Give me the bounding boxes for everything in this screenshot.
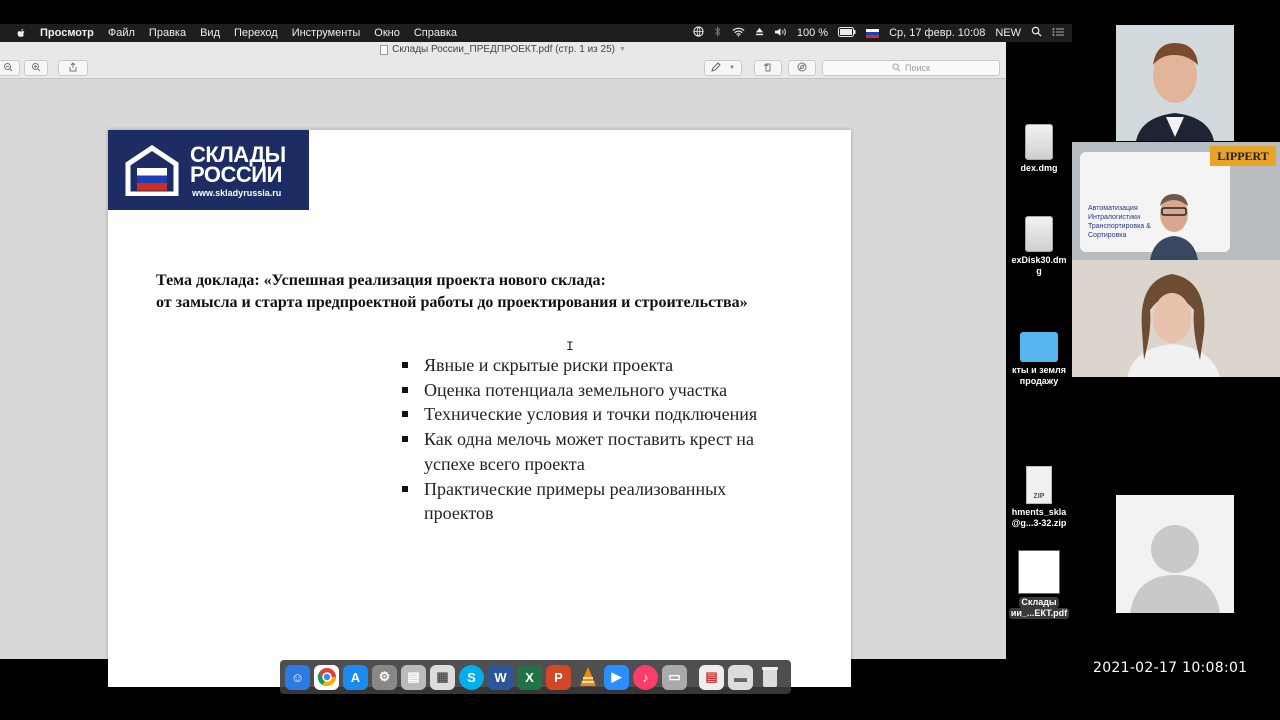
topic-line-2: от замысла и старта предпроектной работы до проектирования и строительства» <box>156 294 748 311</box>
globe-icon[interactable] <box>693 26 704 40</box>
banner-text: Автоматизация Интралогистики Транспортировка & Сортировка <box>1088 205 1151 239</box>
list-item: Технические условия и точки подключения <box>400 402 800 427</box>
search-placeholder: Поиск <box>905 63 930 73</box>
zoom-icon[interactable]: ▶ <box>604 665 629 690</box>
menu-view[interactable]: Вид <box>200 27 220 39</box>
title-bar[interactable] <box>0 42 1006 57</box>
avatar-placeholder-icon <box>1116 495 1234 613</box>
screenshot-icon[interactable]: ▭ <box>662 665 687 690</box>
chevron-down-icon: ▼ <box>729 65 735 71</box>
desktop-icon-label: ии_...ЕКТ.pdf <box>1010 608 1068 618</box>
pen-icon <box>711 59 721 77</box>
desktop-icon-label: g <box>1036 266 1042 276</box>
menu-tools[interactable]: Инструменты <box>291 27 361 39</box>
company-logo <box>108 130 309 210</box>
search-input[interactable] <box>822 60 1000 76</box>
eject-icon[interactable] <box>755 27 764 39</box>
brand-sign: LIPPERT <box>1210 146 1276 166</box>
disk-image-icon <box>1025 124 1053 160</box>
bluetooth-icon[interactable] <box>714 26 722 40</box>
preview-window <box>0 42 1006 659</box>
menu-extras <box>693 24 1064 42</box>
participant-video-image <box>1116 25 1234 141</box>
finder-icon[interactable]: ☺ <box>285 665 310 690</box>
desktop-icon-dmg-2[interactable] <box>1006 216 1072 277</box>
logo-line-2: РОССИИ <box>190 162 282 187</box>
desktop-icon-label: dex.dmg <box>1020 163 1058 173</box>
menu-help[interactable]: Справка <box>413 27 458 39</box>
video-tile-no-camera[interactable] <box>1116 495 1234 613</box>
desktop-icon-label: @g...3-32.zip <box>1011 518 1067 528</box>
warehouse-flag-logo-icon <box>124 144 180 196</box>
markup-button[interactable] <box>704 60 742 76</box>
migration-assistant-icon[interactable]: ▤ <box>401 665 426 690</box>
desktop-icon-label: продажу <box>1019 376 1059 386</box>
system-preferences-icon[interactable]: ⚙ <box>372 665 397 690</box>
menu-go[interactable]: Переход <box>234 27 278 39</box>
rotate-button[interactable] <box>754 60 782 76</box>
menu-file[interactable]: Файл <box>107 27 135 39</box>
list-item: Практические примеры реализованных проектов <box>400 477 800 526</box>
notification-center-icon[interactable] <box>1052 27 1064 40</box>
desktop-icon-label: Склады <box>1021 597 1057 607</box>
document-preview-icon[interactable]: ▤ <box>699 665 724 690</box>
disk-image-icon <box>1025 216 1053 252</box>
video-tile-participant-3[interactable] <box>1072 260 1280 377</box>
video-tile-participant-1[interactable] <box>1116 25 1234 141</box>
folder-icon <box>1020 332 1058 362</box>
desktop-icon-zip[interactable] <box>1006 466 1072 529</box>
app-store-icon[interactable]: A <box>343 665 368 690</box>
desktop-icon-dmg-1[interactable] <box>1006 124 1072 174</box>
menu-edit[interactable]: Правка <box>148 27 187 39</box>
trash-icon[interactable] <box>757 665 782 690</box>
pdf-thumbnail-icon <box>1018 550 1060 594</box>
menu-bar <box>0 24 1072 42</box>
powerpoint-icon[interactable]: P <box>546 665 571 690</box>
wifi-icon[interactable] <box>732 27 745 40</box>
vlc-icon[interactable] <box>575 665 600 690</box>
desktop-icon-folder[interactable] <box>1006 332 1072 387</box>
report-topic <box>156 270 748 314</box>
recording-timestamp: 2021-02-17 10:08:01 <box>1093 660 1248 676</box>
desktop-icon-label: кты и земля <box>1012 365 1066 375</box>
dock <box>280 660 791 694</box>
zoom-in-button[interactable] <box>24 60 48 76</box>
chevron-down-icon[interactable]: ▼ <box>618 46 626 53</box>
pdf-page <box>108 130 851 687</box>
music-icon[interactable]: ♪ <box>633 665 658 690</box>
pen-circle-icon <box>797 59 807 77</box>
toolbar <box>0 57 1006 79</box>
skype-icon[interactable]: S <box>459 665 484 690</box>
apple-icon[interactable] <box>15 27 27 39</box>
input-source[interactable]: NEW <box>995 27 1021 39</box>
zip-archive-icon: ZIP <box>1026 466 1052 504</box>
spotlight-search-icon[interactable] <box>1031 26 1042 40</box>
list-item: Оценка потенциала земельного участка <box>400 378 800 403</box>
share-button[interactable] <box>58 60 88 76</box>
logo-url: www.skladyrussia.ru <box>192 188 282 198</box>
battery-percent: 100 % <box>796 27 829 39</box>
list-item: Явные и скрытые риски проекта <box>400 353 800 378</box>
word-icon[interactable]: W <box>488 665 513 690</box>
zoom-in-icon <box>31 59 41 77</box>
desktop-icon-label: hments_skla <box>1011 507 1067 517</box>
input-flag-icon[interactable] <box>866 29 879 38</box>
zoom-out-icon <box>3 59 13 77</box>
downloads-stack-icon[interactable]: ▬ <box>728 665 753 690</box>
list-item: Как одна мелочь может поставить крест на успехе всего проекта <box>400 427 800 476</box>
text-cursor: I <box>566 339 574 354</box>
video-tile-participant-2[interactable] <box>1072 142 1280 260</box>
topic-line-1: Тема доклада: «Успешная реализация проекта нового склада: <box>156 272 606 289</box>
excel-icon[interactable]: X <box>517 665 542 690</box>
volume-icon[interactable] <box>774 27 787 40</box>
document-area[interactable] <box>0 80 1006 659</box>
rotate-icon <box>763 59 773 77</box>
participant-video-image <box>1072 260 1280 377</box>
window-title: Склады России_ПРЕДПРОЕКТ.pdf (стр. 1 из 25) <box>392 44 615 55</box>
logo-line-1: СКЛАДЫ <box>190 142 286 167</box>
desktop <box>1006 42 1072 660</box>
search-icon <box>892 63 901 74</box>
zoom-out-button[interactable] <box>0 60 20 76</box>
menu-app-name[interactable]: Просмотр <box>40 27 94 39</box>
desktop-icon-pdf[interactable] <box>1006 550 1072 619</box>
menu-window[interactable]: Окно <box>374 27 400 39</box>
annotate-button[interactable] <box>788 60 816 76</box>
chrome-icon[interactable] <box>314 665 339 690</box>
clock[interactable]: Ср, 17 февр. 10:08 <box>889 27 986 39</box>
preview-icon[interactable]: ▦ <box>430 665 455 690</box>
share-icon <box>68 59 78 77</box>
battery-icon[interactable] <box>838 27 856 40</box>
bullet-list <box>400 353 800 526</box>
document-icon <box>380 45 388 55</box>
desktop-icon-label: exDisk30.dm <box>1011 255 1067 265</box>
participant-video-image <box>1072 142 1280 260</box>
